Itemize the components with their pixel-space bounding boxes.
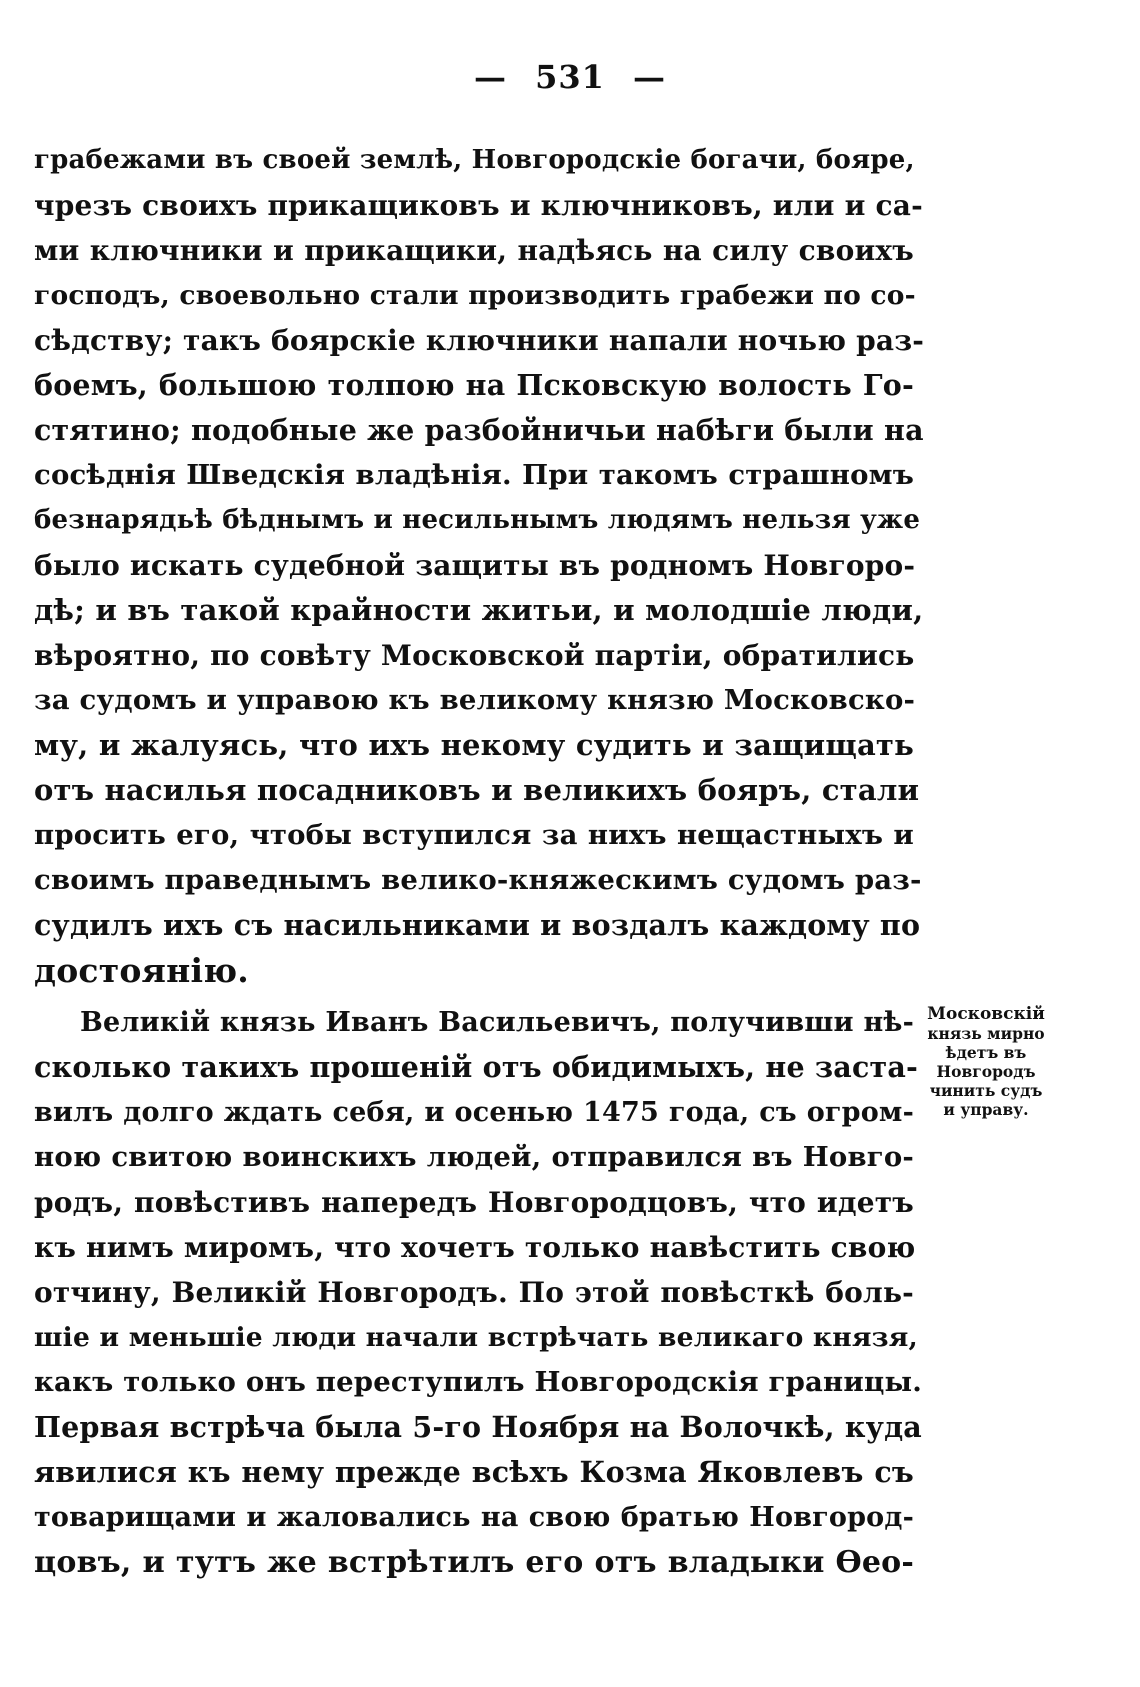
- text-line: родъ, повѣстивъ напередъ Новгородцовъ, что идетъ: [34, 1186, 914, 1219]
- margin-note-line: ѣдетъ въ: [945, 1043, 1027, 1062]
- text-line: сосѣднія Шведскія владѣнія. При такомъ страшномъ: [34, 459, 914, 491]
- text-line: господъ, своевольно стали производить грабежи по со-: [34, 280, 916, 311]
- text-line: было искать судебной защиты въ родномъ Новгоро-: [34, 549, 916, 582]
- text-line: безнарядьѣ бѣднымъ и несильнымъ людямъ нельзя уже: [34, 505, 921, 535]
- text-line: чрезъ своихъ прикащиковъ и ключниковъ, или и са-: [34, 189, 923, 222]
- paragraph-gap: [34, 993, 914, 1000]
- margin-note-line: чинить судъ: [929, 1081, 1043, 1100]
- text-line: му, и жалуясь, что ихъ некому судить и защищать: [34, 728, 914, 762]
- header-dash-right: —: [633, 58, 667, 96]
- text-line: Первая встрѣча была 5-го Ноября на Волочкѣ, куда: [34, 1410, 922, 1444]
- text-line: сѣдству; такъ боярскіе ключники напали ночью раз-: [34, 324, 925, 357]
- paragraph-2: [34, 1000, 923, 1585]
- text-line: достоянію.: [34, 951, 249, 990]
- text-line: вѣроятно, по совѣту Московской партіи, обратились: [34, 639, 915, 672]
- text-line: къ нимъ миромъ, что хочетъ только навѣстить свою: [34, 1231, 916, 1264]
- margin-note: [922, 1005, 1050, 1119]
- text-line: боемъ, большою толпою на Псковскую волость Го-: [34, 368, 914, 402]
- text-line: ми ключники и прикащики, надѣясь на силу своихъ: [34, 234, 914, 267]
- main-text: [34, 138, 925, 1585]
- header-dash-left: —: [473, 58, 507, 96]
- text-line: товарищами и жаловались на свою братью Новгород-: [34, 1502, 914, 1533]
- margin-note-line: и управу.: [943, 1100, 1029, 1119]
- margin-note-line: князь мирно: [927, 1024, 1045, 1043]
- text-line: судилъ ихъ съ насильниками и воздалъ каждому по: [34, 908, 921, 942]
- text-line: цовъ, и тутъ же встрѣтилъ его отъ владыки Ѳео-: [34, 1545, 914, 1580]
- text-line: грабежами въ своей землѣ, Новгородскіе богачи, бояре,: [34, 145, 915, 175]
- text-line: явилися къ нему прежде всѣхъ Козма Яковлевъ съ: [34, 1455, 914, 1489]
- text-line: какъ только онъ переступилъ Новгородскія границы.: [34, 1366, 923, 1398]
- text-line: отъ насилья посадниковъ и великихъ бояръ, стали: [34, 773, 920, 807]
- text-line: ною свитою воинскихъ людей, отправился въ Новго-: [34, 1141, 914, 1173]
- text-line: вилъ долго ждать себя, и осенью 1475 года, съ огром-: [34, 1097, 914, 1128]
- margin-note-line: Новгородъ: [936, 1062, 1036, 1081]
- text-line: отчину, Великій Новгородъ. По этой повѣсткѣ боль-: [34, 1276, 914, 1309]
- text-line: за судомъ и управою къ великому князю Московско-: [34, 684, 916, 716]
- text-line: дѣ; и въ такой крайности житьи, и молодшіе люди,: [34, 593, 924, 627]
- page-header: [0, 58, 1140, 96]
- text-line: стятино; подобные же разбойничьи набѣги были на: [34, 413, 924, 447]
- text-line: сколько такихъ прошеній отъ обидимыхъ, не заста-: [34, 1050, 919, 1084]
- page-number: 531: [535, 58, 605, 96]
- paragraph-1: [34, 138, 925, 993]
- text-line: Великій князь Иванъ Васильевичъ, получивши нѣ-: [80, 1007, 914, 1038]
- text-line: просить его, чтобы вступился за нихъ нещастныхъ и: [34, 819, 914, 851]
- margin-note-line: Московскій: [927, 1004, 1045, 1024]
- text-line: своимъ праведнымъ велико-княжескимъ судомъ раз-: [34, 864, 922, 896]
- text-line: шіе и меньшіе люди начали встрѣчать великаго князя,: [34, 1322, 918, 1353]
